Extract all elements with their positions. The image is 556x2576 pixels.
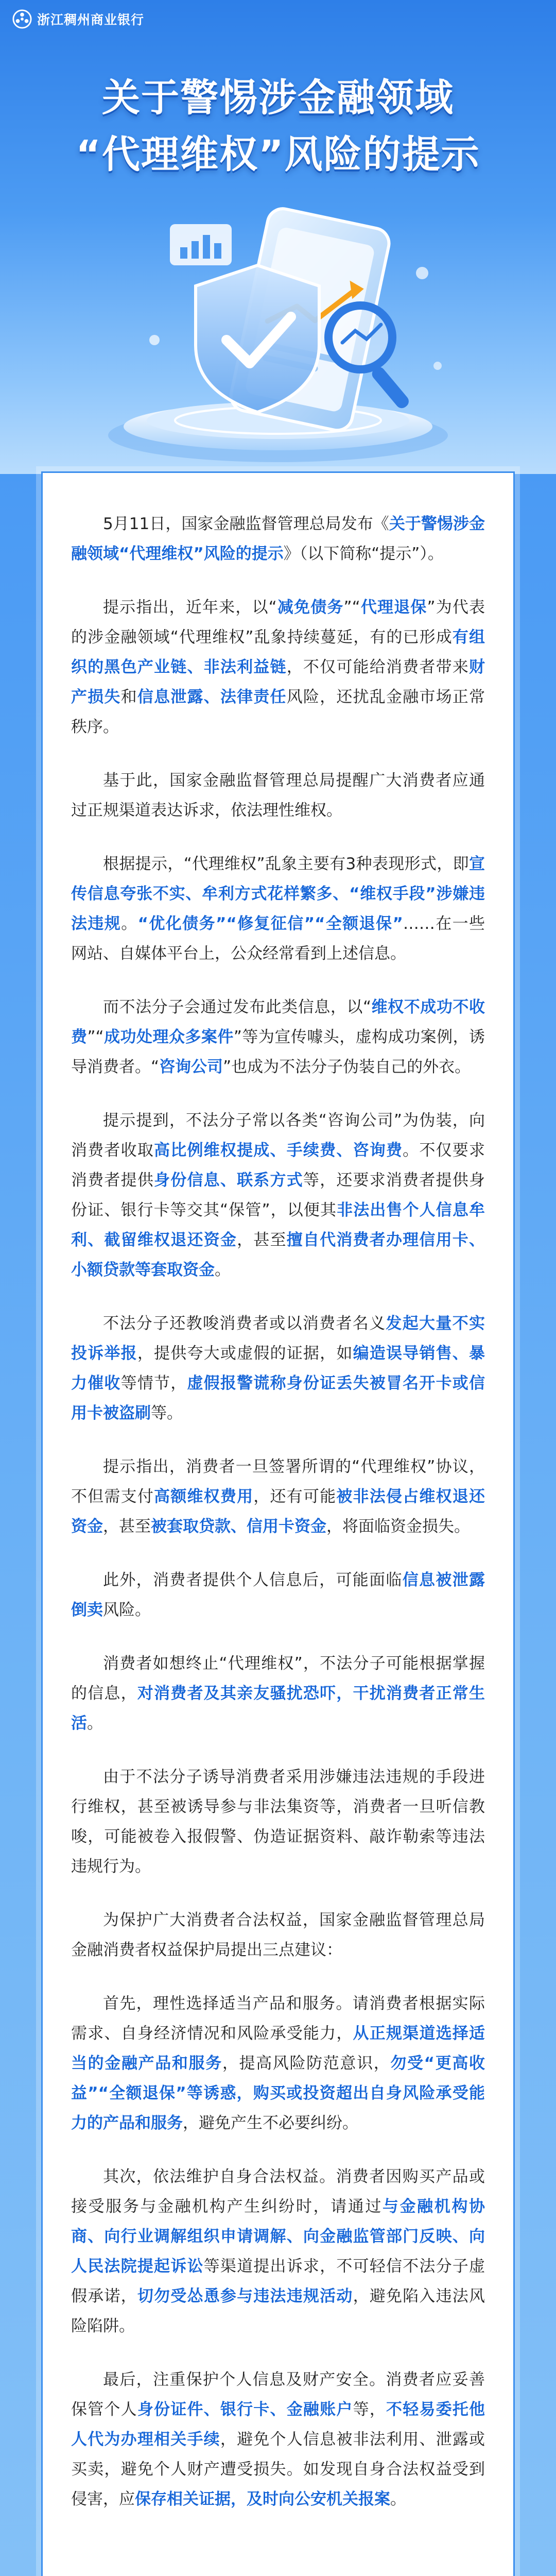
highlighted-text: 从正规渠道选择适当的金融产品和服务 bbox=[71, 2024, 485, 2073]
paragraph-text: 为保护广大消费者合法权益，国家金融监督管理总局金融消费者权益保护局提出三点建议： bbox=[71, 1911, 485, 1959]
header-banner bbox=[0, 0, 556, 474]
paragraph-text: 最后，注重保护个人信息及财产安全。消费者应妥善保管个人 bbox=[71, 2370, 485, 2419]
article-paragraph bbox=[71, 509, 485, 569]
highlighted-text: 发起大量不实投诉举报 bbox=[71, 1314, 485, 1363]
highlighted-text: 擅自代消费者办理信用卡、小额贷款等套取资金 bbox=[71, 1231, 485, 1279]
highlighted-text: 高额维权费用 bbox=[154, 1487, 254, 1506]
article-paragraph bbox=[71, 766, 485, 825]
highlighted-text: 维权不成功不收费 bbox=[71, 998, 485, 1046]
paragraph-text: 等。 bbox=[151, 1404, 183, 1422]
paragraph-text: ，甚至 bbox=[103, 1517, 151, 1536]
article-card bbox=[41, 471, 515, 2576]
highlighted-text: 高比例维权提成、手续费、咨询费 bbox=[154, 1141, 403, 1160]
article-paragraph bbox=[71, 1649, 485, 1738]
highlighted-text: 保存相关证据，及时向公安机关报案 bbox=[135, 2490, 390, 2509]
paragraph-text: ，甚至 bbox=[237, 1231, 287, 1249]
paragraph-text: ，避免个人信息被非法利用、泄露或买卖，避免个人财产遭受损失。如发现自身合法权益受到侵害，应 bbox=[71, 2430, 485, 2509]
highlighted-text: 成功处理众多案件 bbox=[103, 1028, 234, 1046]
paragraph-text: 和 bbox=[120, 688, 137, 706]
shield-icon bbox=[196, 265, 319, 412]
paragraph-text: ”“ bbox=[87, 1028, 104, 1046]
article-body bbox=[71, 509, 485, 2514]
paragraph-text: ”为代表的涉金融领域“代理维权”乱象持续蔓延，有的已形成 bbox=[71, 598, 485, 647]
article-paragraph bbox=[71, 1309, 485, 1428]
paragraph-text: 等，还要求消费者提供身份证、银行卡等交其“保管”，以便其 bbox=[71, 1171, 485, 1219]
article-paragraph bbox=[71, 1762, 485, 1882]
highlighted-text: 切勿受怂恿参与违法违规活动 bbox=[137, 2287, 353, 2306]
bank-logo bbox=[12, 9, 144, 29]
highlighted-text: 宣传信息夸张不实、牟利方式花样繁多、“维权手段”涉嫌违法违规 bbox=[71, 855, 485, 933]
article-paragraph bbox=[71, 1106, 485, 1285]
paragraph-text: ”也成为不法分子伪装自己的外衣。 bbox=[223, 1058, 471, 1076]
bar-chart-card-icon bbox=[170, 224, 232, 265]
highlighted-text: 减免债务 bbox=[276, 598, 344, 617]
paragraph-text: ”“ bbox=[343, 598, 360, 617]
paragraph-text: 。 bbox=[390, 2490, 406, 2509]
highlighted-text: 关于警惕涉金融领域“代理维权”风险的提示 bbox=[71, 515, 485, 563]
paragraph-text: 根据提示，“代理维权”乱象主要有3种表现形式，即 bbox=[103, 855, 469, 873]
highlighted-text: 身份信息、联系方式 bbox=[154, 1171, 303, 1190]
highlighted-text: 身份证件、银行卡、金融账户 bbox=[137, 2400, 353, 2419]
paragraph-text: 等渠道提出诉求，不可轻信不法分子虚假承诺， bbox=[71, 2257, 485, 2306]
highlighted-text: 编造误导销售、暴力催收 bbox=[71, 1344, 485, 1393]
article-paragraph bbox=[71, 1565, 485, 1625]
paragraph-text: 风险，还扰乱金融市场正常秩序。 bbox=[71, 688, 485, 736]
paragraph-text: 风险。 bbox=[103, 1601, 151, 1619]
paragraph-text: ，将面临资金损失。 bbox=[326, 1517, 470, 1536]
highlighted-text: 勿受“更高收益”“全额退保”等诱惑，购买或投资超出自身风险承受能力的产品和服务 bbox=[71, 2054, 485, 2132]
paragraph-text: 。 bbox=[215, 1261, 231, 1279]
paragraph-text: 5月11日，国家金融监督管理总局发布《 bbox=[103, 515, 389, 533]
paragraph-text: 》（以下简称“提示”）。 bbox=[283, 545, 444, 563]
paragraph-text: 此外，消费者提供个人信息后，可能面临 bbox=[103, 1571, 403, 1589]
paragraph-text: 其次，依法维护自身合法权益。消费者因购买产品或接受服务与金融机构产生纠纷时，请通过 bbox=[71, 2167, 485, 2216]
paragraph-text: 首先，理性选择适当产品和服务。请消费者根据实际需求、自身经济情况和风险承受能力， bbox=[71, 1994, 485, 2043]
highlighted-text: “优化债务”“修复征信”“全额退保” bbox=[137, 914, 403, 933]
paragraph-text: ，提高风险防范意识， bbox=[222, 2054, 391, 2073]
paragraph-text: 。 bbox=[121, 914, 138, 933]
highlighted-text: 被非法侵占维权退还资金 bbox=[71, 1487, 485, 1536]
paragraph-text: 由于不法分子诱导消费者采用涉嫌违法违规的手段进行维权，甚至被诱导参与非法集资等，消费者一旦听信教唆，可能被卷入报假警、伪造证据资料、敲诈勒索等违法违规行为。 bbox=[71, 1768, 485, 1876]
paragraph-text: ，不仅可能给消费者带来 bbox=[286, 658, 470, 676]
hero-illustration bbox=[0, 196, 556, 474]
paragraph-text: 。 bbox=[87, 1714, 103, 1733]
article-paragraph bbox=[71, 1452, 485, 1541]
paragraph-text: 消费者如想终止“代理维权”，不法分子可能根据掌握的信息， bbox=[71, 1654, 485, 1703]
highlighted-text: 不轻易委托他人代为办理相关手续 bbox=[71, 2400, 485, 2449]
paragraph-text: 不法分子还教唆消费者或以消费者名义 bbox=[103, 1314, 386, 1333]
paragraph-text: 等， bbox=[353, 2400, 386, 2419]
page-title-line2: “代理维权”风险的提示 bbox=[76, 132, 480, 177]
highlighted-text: 对消费者及其亲友骚扰恐吓，干扰消费者正常生活 bbox=[71, 1684, 485, 1733]
paragraph-text: 提示指出，消费者一旦签署所谓的“代理维权”协议，不但需支付 bbox=[71, 1458, 485, 1506]
paragraph-text: ，避免陷入违法风险陷阱。 bbox=[71, 2287, 485, 2335]
bank-logo-icon bbox=[12, 9, 32, 29]
highlighted-text: 虚假报警谎称身份证丢失被冒名开卡或信用卡被盗刷 bbox=[71, 1374, 485, 1422]
paragraph-text: ，还有可能 bbox=[253, 1487, 337, 1506]
paragraph-text: ……在一些网站、自媒体平台上，公众经常看到上述信息。 bbox=[71, 914, 485, 963]
highlighted-text: 咨询公司 bbox=[159, 1058, 223, 1076]
highlighted-text: 有组织的黑色产业链、非法利益链 bbox=[71, 628, 485, 676]
article-paragraph bbox=[71, 592, 485, 742]
paragraph-text: 提示提到，不法分子常以各类“咨询公司”为伪装，向消费者收取 bbox=[71, 1111, 485, 1160]
article-paragraph bbox=[71, 849, 485, 969]
paragraph-text: 等情节， bbox=[120, 1374, 187, 1393]
article-paragraph bbox=[71, 1905, 485, 1965]
page-title-line1: 关于警惕涉金融领域 bbox=[102, 76, 454, 120]
highlighted-text: 非法出售个人信息牟利、截留维权退还资金 bbox=[71, 1201, 485, 1249]
article-paragraph bbox=[71, 1989, 485, 2138]
paragraph-text: 而不法分子会通过发布此类信息，以“ bbox=[103, 998, 372, 1016]
paragraph-text: 提示指出，近年来，以“ bbox=[103, 598, 277, 617]
highlighted-text: 与金融机构协商、向行业调解组织申请调解、向金融监管部门反映、向人民法院提起诉讼 bbox=[71, 2197, 485, 2276]
paragraph-text: 基于此，国家金融监督管理总局提醒广大消费者应通过正规渠道表达诉求，依法理性维权。 bbox=[71, 771, 485, 820]
article-paragraph bbox=[71, 2365, 485, 2514]
highlighted-text: 信息被泄露倒卖 bbox=[71, 1571, 485, 1619]
article-paragraph bbox=[71, 992, 485, 1082]
paragraph-text: ”等为宣传噱头，虚构成功案例，诱导消费者。“ bbox=[71, 1028, 485, 1076]
highlighted-text: 信息泄露、法律责任 bbox=[137, 688, 287, 706]
paragraph-text: ，提供夸大或虚假的证据，如 bbox=[137, 1344, 353, 1363]
bank-name: 浙江稠州商业银行 bbox=[37, 12, 145, 27]
article-paragraph bbox=[71, 2162, 485, 2341]
highlighted-text: 被套取贷款、信用卡资金 bbox=[151, 1517, 326, 1536]
highlighted-text: 财产损失 bbox=[71, 658, 485, 706]
paragraph-text: 。不仅要求消费者提供 bbox=[71, 1141, 485, 1190]
paragraph-text: ，避免产生不必要纠纷。 bbox=[183, 2114, 358, 2132]
highlighted-text: 代理退保 bbox=[360, 598, 427, 617]
